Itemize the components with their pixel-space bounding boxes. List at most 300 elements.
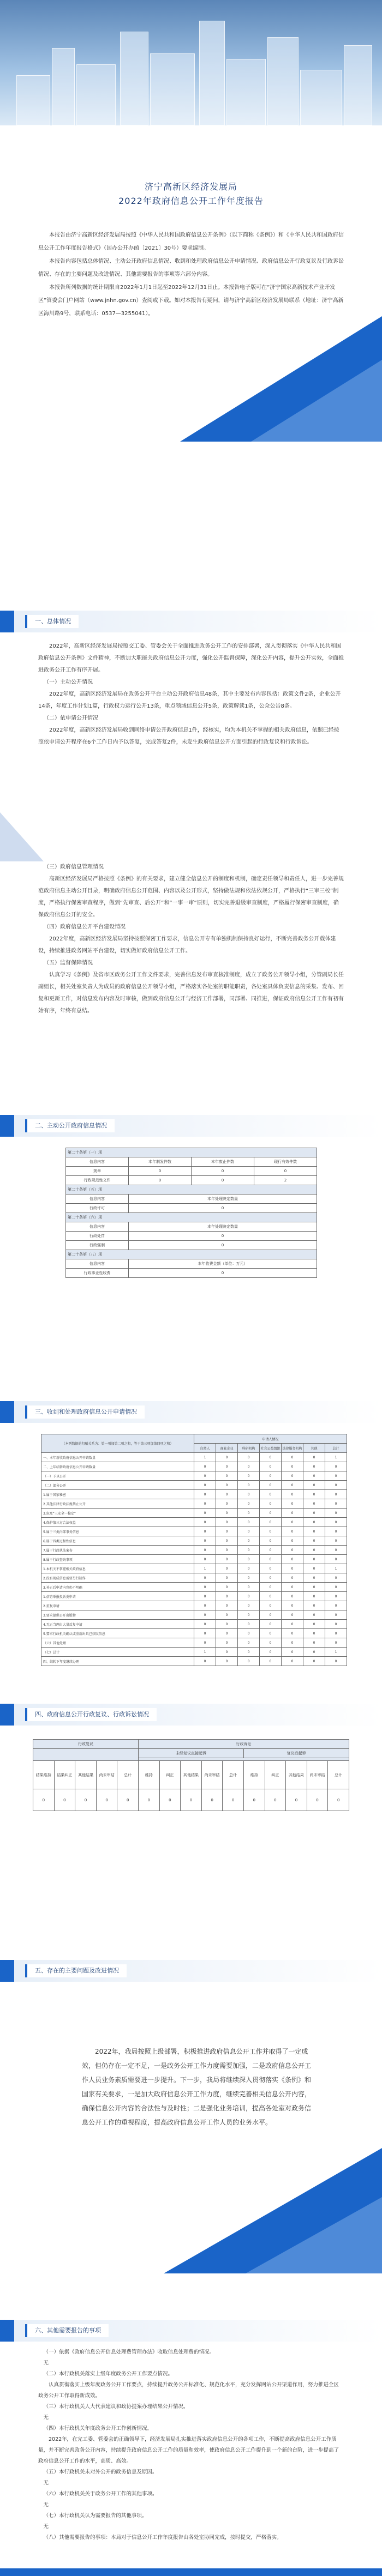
table-row xyxy=(41,1629,347,1638)
table-cell: 0 xyxy=(216,1499,238,1509)
table-cell: 0 xyxy=(260,1471,282,1481)
table-header-cell: 尚未审结 xyxy=(201,1761,223,1789)
table-row xyxy=(66,1232,317,1241)
table-cell: 0 xyxy=(216,1564,238,1573)
table-cell: 0 xyxy=(260,1462,282,1471)
table-row xyxy=(41,1601,347,1610)
table-cell: （六）其他处理 xyxy=(41,1638,194,1648)
subheading: （一）主动公开情况 xyxy=(44,679,93,685)
intro-paragraph: 本报告由济宁高新区经济发展局按照《中华人民共和国政府信息公开条例》（以下简称《条例》）和《中华人民共和国政府信息公开工作年度报告格式》（国办公开办函〔2021〕30号）要求编制。 xyxy=(38,232,344,251)
table-header-cell: 其他结果 xyxy=(75,1761,97,1789)
table-header-cell: 维持 xyxy=(243,1761,265,1789)
table-cell: 0 xyxy=(325,1499,347,1509)
table-cell: 0 xyxy=(282,1564,303,1573)
table-cell: 0 xyxy=(282,1527,303,1536)
list-item: （一）依据《政府信息公开信息处理费管理办法》收取信息处理费的情况。 xyxy=(43,2349,215,2355)
table-cell: 0 xyxy=(194,1527,216,1536)
table-row xyxy=(41,1546,347,1555)
table-cell: 0 xyxy=(303,1546,325,1555)
table-cell: 0 xyxy=(194,1536,216,1546)
table-cell: 0 xyxy=(216,1518,238,1527)
table-row xyxy=(41,1638,347,1648)
table-cell: 本年制发件数 xyxy=(129,1157,192,1167)
table-cell: 0 xyxy=(282,1555,303,1564)
report-title: 2022年政府信息公开工作年度报告 xyxy=(118,196,264,206)
table-cell: 本年处理决定数量 xyxy=(129,1195,317,1204)
table-cell: 0 xyxy=(238,1462,260,1471)
table-row xyxy=(66,1269,317,1278)
table-cell: 0 xyxy=(303,1573,325,1583)
table-cell: 0 xyxy=(325,1509,347,1518)
table-header-cell: 总计 xyxy=(328,1761,349,1789)
table-row xyxy=(66,1176,317,1185)
table-cell: 0 xyxy=(216,1620,238,1629)
table-row xyxy=(41,1509,347,1518)
table-cell: 0 xyxy=(192,1167,254,1176)
table-cell: 0 xyxy=(129,1269,317,1278)
table-cell: 0 xyxy=(260,1583,282,1592)
table-row xyxy=(41,1499,347,1509)
table-cell: 0 xyxy=(192,1176,254,1185)
table-cell: 0 xyxy=(325,1601,347,1610)
table-cell: 规章 xyxy=(66,1167,129,1176)
review-litigation-table xyxy=(33,1739,349,1811)
table-cell: 0 xyxy=(194,1481,216,1490)
list-item: （三）本行政机关人大代表建议和政协提案办理结果公开情况。 xyxy=(43,2404,189,2410)
table-row xyxy=(41,1573,347,1583)
table-cell: 本年废止件数 xyxy=(192,1157,254,1167)
table-cell: 0 xyxy=(75,1789,97,1811)
table-cell: 0 xyxy=(325,1620,347,1629)
table-cell: 行政强制 xyxy=(66,1241,129,1250)
table-cell: 0 xyxy=(260,1564,282,1573)
table-cell: 0 xyxy=(303,1583,325,1592)
table-cell: 0 xyxy=(303,1610,325,1620)
table-cell: 0 xyxy=(325,1471,347,1481)
table-cell: 0 xyxy=(307,1789,328,1811)
table-cell: 0 xyxy=(238,1583,260,1592)
table-header-cell: （本列数据的勾稽关系为：第一项加第二项之和，等于第三项加第四项之和） xyxy=(41,1434,194,1453)
table-cell: 0 xyxy=(303,1527,325,1536)
table-cell: 2.没有现成信息需要另行制作 xyxy=(41,1573,194,1583)
table-cell: 3.危及“三安全一稳定” xyxy=(41,1509,194,1518)
table-cell: 0 xyxy=(194,1620,216,1629)
table-cell: 0 xyxy=(194,1573,216,1583)
table-cell: 0 xyxy=(282,1518,303,1527)
section-header xyxy=(0,611,382,632)
table-cell: 0 xyxy=(282,1509,303,1518)
table-cell: 0 xyxy=(260,1481,282,1490)
table-cell: 0 xyxy=(238,1564,260,1573)
table-cell: （七）总计 xyxy=(41,1648,194,1657)
paragraph: 2022年度，高新区经济发展局坚持按照保密工作要求，信息公开专有单独机制保持良好运行，不断完善政务公开载体建设，持续推进政务网站平台建设，切实做好政府信息公开工作。 xyxy=(38,936,336,954)
table-cell: 0 xyxy=(325,1527,347,1536)
problems-text xyxy=(82,2044,311,2129)
table-row xyxy=(41,1564,347,1573)
table-cell: 0 xyxy=(282,1648,303,1657)
table-cell: 0 xyxy=(216,1610,238,1620)
table-row xyxy=(66,1185,317,1195)
overview-text xyxy=(38,641,344,749)
table-cell: 0 xyxy=(260,1638,282,1648)
table-cell: 0 xyxy=(238,1471,260,1481)
table-cell: 0 xyxy=(194,1601,216,1610)
table-cell: 行政处罚 xyxy=(66,1232,129,1241)
section-title: 二、主动公开政府信息情况 xyxy=(25,1119,115,1132)
table-cell: 0 xyxy=(325,1490,347,1499)
table-cell: 0 xyxy=(216,1555,238,1564)
table-cell: 0 xyxy=(194,1509,216,1518)
table-cell: 4.无正当理由大量反复申请 xyxy=(41,1620,194,1629)
intro-paragraph: 本报告所列数据的统计期限自2022年1月1日起至2022年12月31日止。本报告电子版可在“济宁国家高新技术产业开发区”管委会门户网站（www.jnhn.gov.cn）查阅或下载。如对本报告有疑问，请与济宁高新区经济发展局联系（地址：济宁高新区海川路9号，联系电话：0537—3255041）。 xyxy=(38,285,344,317)
table-cell: 0 xyxy=(260,1490,282,1499)
table-cell: 信息内容 xyxy=(66,1157,129,1167)
table-cell: 0 xyxy=(216,1583,238,1592)
table-cell: 5.要求行政机关确认或重新出具已获取信息 xyxy=(41,1629,194,1638)
section-title: 四、政府信息公开行政复议、行政诉讼情况 xyxy=(25,1708,157,1721)
table-cell: 0 xyxy=(194,1555,216,1564)
table-cell: 0 xyxy=(303,1471,325,1481)
table-cell: 0 xyxy=(282,1573,303,1583)
table-cell: 0 xyxy=(260,1657,282,1666)
table-cell: 0 xyxy=(243,1789,265,1811)
table-cell: 0 xyxy=(238,1638,260,1648)
section-header xyxy=(0,1704,382,1726)
table-header-cell: 科研机构 xyxy=(238,1444,260,1453)
table-cell: 0 xyxy=(216,1629,238,1638)
table-cell: 0 xyxy=(216,1638,238,1648)
table-cell: 0 xyxy=(260,1527,282,1536)
footer-bar xyxy=(0,2568,382,2576)
table-header-cell: 申请人情况 xyxy=(194,1434,347,1444)
decor-triangle xyxy=(0,812,44,861)
table-cell: 0 xyxy=(260,1518,282,1527)
table-cell: 0 xyxy=(216,1657,238,1666)
table-row xyxy=(41,1657,347,1666)
table-cell: 四、结转下年度继续办理 xyxy=(41,1657,194,1666)
table-cell: 1 xyxy=(325,1564,347,1573)
subheading: （二）依申请公开情况 xyxy=(44,715,98,721)
table-cell: 0 xyxy=(282,1657,303,1666)
table-cell: 0 xyxy=(254,1167,317,1176)
table-cell: 0 xyxy=(238,1499,260,1509)
table-cell: 0 xyxy=(238,1536,260,1546)
table-cell: 8.属于行政查询事项 xyxy=(41,1555,194,1564)
table-header-cell: 总计 xyxy=(117,1761,139,1789)
table-cell: 0 xyxy=(325,1555,347,1564)
table-cell: 0 xyxy=(325,1536,347,1546)
table-cell: 0 xyxy=(325,1481,347,1490)
table-cell: 行政许可 xyxy=(66,1204,129,1213)
table-cell: 第二十条第（五）项 xyxy=(66,1185,317,1195)
table-cell: 一、本年新收政府信息公开申请数量 xyxy=(41,1453,194,1462)
table-header-cell: 其他结果 xyxy=(181,1761,202,1789)
table-cell: 0 xyxy=(33,1789,55,1811)
table-row xyxy=(41,1610,347,1620)
table-cell: 0 xyxy=(303,1536,325,1546)
table-cell: 3.要求提供公开出版物 xyxy=(41,1610,194,1620)
table-cell: 0 xyxy=(216,1592,238,1601)
table-cell: 0 xyxy=(303,1620,325,1629)
table-cell: 本年收费金额（单位：万元） xyxy=(129,1259,317,1269)
table-cell: 0 xyxy=(325,1629,347,1638)
table-cell: 0 xyxy=(194,1471,216,1481)
table-cell: 0 xyxy=(194,1657,216,1666)
table-row xyxy=(41,1481,347,1490)
list-item: （五）本行政机关未对外公开的政务信息及原因。 xyxy=(43,2469,158,2475)
table-cell: 0 xyxy=(282,1620,303,1629)
table-header-cell: 纠正 xyxy=(265,1761,286,1789)
table-cell: 0 xyxy=(303,1518,325,1527)
table-cell: 0 xyxy=(282,1481,303,1490)
table-cell: 0 xyxy=(260,1546,282,1555)
table-cell: 0 xyxy=(238,1592,260,1601)
table-cell: 0 xyxy=(260,1648,282,1657)
table-cell: 5.属于三类内部事务信息 xyxy=(41,1527,194,1536)
list-item: 认真贯彻落实上级年度政务公开工作要点，持续提升政务公开标准化、规范化水平，充分发挥网站公开渠道作用，努力推进全区政务公开工作取得新成效。 xyxy=(38,2382,339,2399)
table-cell: 1 xyxy=(194,1564,216,1573)
table-cell: 0 xyxy=(238,1490,260,1499)
list-item: （八）其他需要报告的事项：本局对于信息公开工作年度报告由各处室协同完成，按时提交，严格落实。 xyxy=(43,2535,282,2541)
table-cell: 0 xyxy=(282,1592,303,1601)
table-cell: 0 xyxy=(201,1789,223,1811)
table-cell: 0 xyxy=(194,1462,216,1471)
table-cell: 行政事业性收费 xyxy=(66,1269,129,1278)
table-cell: 0 xyxy=(129,1232,317,1241)
table-cell: 0 xyxy=(260,1536,282,1546)
table-header-cell: 尚未审结 xyxy=(96,1761,117,1789)
table-header-cell: 总计 xyxy=(223,1761,244,1789)
table-cell: 0 xyxy=(325,1546,347,1555)
table-cell: 0 xyxy=(325,1610,347,1620)
table-cell: 1 xyxy=(325,1453,347,1462)
table-cell: 0 xyxy=(238,1481,260,1490)
intro-text xyxy=(38,229,344,321)
table-cell: 0 xyxy=(282,1499,303,1509)
table-row xyxy=(66,1213,317,1222)
table-cell: 0 xyxy=(238,1573,260,1583)
section-header xyxy=(0,2320,382,2342)
table-cell: 0 xyxy=(216,1601,238,1610)
section-title: 三、收到和处理政府信息公开申请情况 xyxy=(25,1405,145,1419)
table-cell: 0 xyxy=(303,1657,325,1666)
table-cell: 0 xyxy=(303,1453,325,1462)
table-cell: 0 xyxy=(260,1629,282,1638)
paragraph: 2022年，高新区经济发展局按照交工委、管委会关于全面推进政务公开工作的安排部署，深入贯彻落实《中华人民共和国政府信息公开条例》文件精神，不断加大职能关政府信息公开力度，强化公开监督保障，深化公开内容，提升公开实效，全面推进政务公开工作有序开展。 xyxy=(38,643,344,673)
table-cell: 0 xyxy=(129,1167,192,1176)
table-row xyxy=(41,1471,347,1481)
section-title: 五、存在的主要问题及改进情况 xyxy=(25,1964,127,1977)
subheading: （四）政府信息公开平台建设情况 xyxy=(44,924,126,930)
section-header xyxy=(0,1401,382,1423)
table-cell: 行政规范性文件 xyxy=(66,1176,129,1185)
table-cell: 0 xyxy=(260,1499,282,1509)
table-cell: 0 xyxy=(282,1536,303,1546)
table-header-cell: 行政复议 xyxy=(33,1740,139,1749)
section-stripe xyxy=(0,611,14,632)
table-cell: 第二十条第（一）项 xyxy=(66,1148,317,1157)
list-item: （六）本行政机关关于政务公开工作的其他事项。 xyxy=(43,2491,158,2497)
table-header-cell xyxy=(33,1749,139,1761)
list-item: 无 xyxy=(43,2480,49,2486)
table-row xyxy=(41,1592,347,1601)
table-cell: 0 xyxy=(117,1789,139,1811)
table-cell: 0 xyxy=(216,1471,238,1481)
application-table xyxy=(41,1434,347,1666)
table-cell: 1.信访举报投诉类申请 xyxy=(41,1592,194,1601)
section-header xyxy=(0,1115,382,1137)
table-cell: 1.属于国家秘密 xyxy=(41,1490,194,1499)
table-cell: 0 xyxy=(303,1499,325,1509)
table-cell: 0 xyxy=(303,1481,325,1490)
paragraph: 2022年，我局按照上级部署，积极推进政府信息公开工作并取得了一定成效，但仍存在一定不足，一是政务公开工作力度需要加强，二是政府信息公开工作人员业务素质需要进一步提升。下一步，我局将继续深入贯彻落实《条例》和国家有关要求，一是加大政府信息公开工作力度，继续完善相关信息公开内容，确保信息公开内容的合法性与及时性；二是强化业务培训，提高各处室对政务信息公开工作的重视程度，提高政府信息公开工作人员的业务水平。 xyxy=(82,2048,312,2126)
section-stripe xyxy=(0,1704,14,1726)
table-cell: 0 xyxy=(303,1648,325,1657)
table-row xyxy=(66,1204,317,1213)
table-cell: 4.保护第三方合法权益 xyxy=(41,1518,194,1527)
table-cell: 0 xyxy=(303,1490,325,1499)
table-cell: 0 xyxy=(238,1555,260,1564)
table-cell: 本年处理决定数量 xyxy=(129,1222,317,1232)
paragraph: 2022年度，高新区经济发展局在政务公开平台主动公开政府信息48条，其中主要发布内容包括：政策文件2条，企业公开14条，年度工作计划1篇，行政权力运行公开13条，重点领域信息公开5条，政策解读1条，公众公告8条。 xyxy=(38,691,341,709)
table-cell: 0 xyxy=(325,1462,347,1471)
table-cell: 0 xyxy=(303,1555,325,1564)
table-row xyxy=(41,1462,347,1471)
table-cell: 0 xyxy=(54,1789,75,1811)
table-cell: 第二十条第（八）项 xyxy=(66,1250,317,1259)
table-cell: 0 xyxy=(216,1481,238,1490)
table-cell: 3.补正后申请内容仍不明确 xyxy=(41,1583,194,1592)
table-cell: 0 xyxy=(216,1527,238,1536)
table-cell: 0 xyxy=(325,1638,347,1648)
table-cell: 0 xyxy=(328,1789,349,1811)
table-cell: 2.其他法律行政法规禁止公开 xyxy=(41,1499,194,1509)
table-row xyxy=(41,1536,347,1546)
table-cell: 0 xyxy=(181,1789,202,1811)
overview-text-2 xyxy=(38,861,344,1017)
table-cell: 0 xyxy=(194,1610,216,1620)
table-cell: 0 xyxy=(194,1638,216,1648)
list-item: （四）本行政机关年度政务公开工作创新情况。 xyxy=(43,2426,153,2432)
table-row xyxy=(66,1222,317,1232)
table-cell: 2.重复申请 xyxy=(41,1601,194,1610)
list-item: 无 xyxy=(43,2360,49,2366)
table-cell: 0 xyxy=(325,1592,347,1601)
table-cell: 1 xyxy=(194,1453,216,1462)
table-cell: 0 xyxy=(238,1546,260,1555)
paragraph: 高新区经济发展局严格按照《条例》的有关要求，建立健全信息公开的制度和机制，确定责任领导和责任人，进一步完善规范政府信息主动公开目录，明确政府信息公开范围、内容以及公开形式，坚持做法规和依法依规公开，严格执行“三审三校”制度，严格执行保密审查程序，做到“先审查、后公开”和“一事一审”原则，切实完善退级审查制度，严格履行保密审查制度，确保政府信息公开的安全。 xyxy=(38,876,344,918)
table-header-cell: 结果纠正 xyxy=(54,1761,75,1789)
table-cell: 0 xyxy=(282,1453,303,1462)
table-row xyxy=(66,1148,317,1157)
table-cell: 0 xyxy=(325,1573,347,1583)
table-row xyxy=(41,1583,347,1592)
paragraph: 认真学习《条例》及省市区政务公开工作文件要求，完善信息发布审查核准制度，成立了政务公开领导小组，分管副局长任副组长，相关处室负责人为成员的政府信息公开领导小组，严格落实各处室的职能职责，各处室具体负责信息的采集、发布、回复和更新工作，对信息发布内容及时审核，做到政府信息公开与经济工作部署，同部署、同推进，保证政府信息公开工作有初有始有序，年终有总结。 xyxy=(38,972,344,1014)
table-header-cell: 社会公益组织 xyxy=(260,1444,282,1453)
table-header-cell: 其他 xyxy=(303,1444,325,1453)
table-cell: 0 xyxy=(238,1518,260,1527)
table-cell: 0 xyxy=(216,1573,238,1583)
table-cell: 0 xyxy=(260,1573,282,1583)
section-stripe xyxy=(0,1960,14,1982)
table-cell: 0 xyxy=(282,1638,303,1648)
section-title: 一、总体情况 xyxy=(25,615,79,628)
header-banner xyxy=(0,0,382,125)
table-cell: 1 xyxy=(325,1648,347,1657)
paragraph: 2022年度，高新区经济发展局收到网络申请公开政府信息1件，经核实，均为本机关不掌握的相关政府信息，依照已经按照依申请公开程序在6个工作日内予以答复，完成答复2件，未发生政府信息公开方面引起的行政复议和行政诉讼。 xyxy=(38,727,339,745)
table-cell: 0 xyxy=(238,1610,260,1620)
table-row xyxy=(41,1620,347,1629)
table-row xyxy=(66,1250,317,1259)
table-cell: 0 xyxy=(129,1176,192,1185)
table-cell: 0 xyxy=(159,1789,181,1811)
table-cell: 0 xyxy=(216,1453,238,1462)
table-row xyxy=(66,1167,317,1176)
table-cell: 0 xyxy=(260,1509,282,1518)
table-row xyxy=(41,1518,347,1527)
section-header xyxy=(0,1960,382,1982)
table-cell: 0 xyxy=(216,1648,238,1657)
table-row xyxy=(41,1555,347,1564)
table-cell: 0 xyxy=(238,1509,260,1518)
table-cell: 0 xyxy=(216,1509,238,1518)
table-cell: 0 xyxy=(238,1620,260,1629)
table-cell: 0 xyxy=(194,1592,216,1601)
table-cell: 0 xyxy=(194,1499,216,1509)
table-cell: 0 xyxy=(194,1583,216,1592)
table-cell: 0 xyxy=(303,1601,325,1610)
subheading: （五）监督保障情况 xyxy=(44,960,93,966)
list-item: 无 xyxy=(43,2415,49,2421)
list-item: 无 xyxy=(43,2524,49,2530)
table-cell: 0 xyxy=(216,1462,238,1471)
table-cell: 0 xyxy=(260,1620,282,1629)
table-cell: 0 xyxy=(194,1490,216,1499)
table-cell: 6.属于四类过程性信息 xyxy=(41,1536,194,1546)
table-cell: 第二十条第（六）项 xyxy=(66,1213,317,1222)
table-cell: （二）部分公开 xyxy=(41,1481,194,1490)
decor-triangle xyxy=(246,2197,382,2273)
table-header-cell: 尚未审结 xyxy=(307,1761,328,1789)
table-cell: 0 xyxy=(325,1518,347,1527)
table-cell: 信息内容 xyxy=(66,1259,129,1269)
table-cell: 0 xyxy=(282,1610,303,1620)
table-header-cell: 自然人 xyxy=(194,1444,216,1453)
active-disclosure-table xyxy=(65,1148,317,1278)
table-cell: 0 xyxy=(303,1564,325,1573)
table-cell: 0 xyxy=(282,1601,303,1610)
table-row xyxy=(41,1490,347,1499)
table-cell: 0 xyxy=(260,1592,282,1601)
table-header-cell: 维持 xyxy=(138,1761,159,1789)
table-cell: 0 xyxy=(216,1490,238,1499)
table-cell: 0 xyxy=(260,1610,282,1620)
list-item: （七）本行政机关认为需要报告的其他事项。 xyxy=(43,2513,147,2519)
table-cell: 现行有效件数 xyxy=(254,1157,317,1167)
table-cell: 0 xyxy=(265,1789,286,1811)
table-header-cell: 纠正 xyxy=(159,1761,181,1789)
table-header-cell: 复议后起诉 xyxy=(243,1749,349,1758)
table-cell: 0 xyxy=(303,1629,325,1638)
table-header-cell: 行政诉讼 xyxy=(138,1740,349,1749)
table-cell: 0 xyxy=(194,1546,216,1555)
table-cell: 0 xyxy=(238,1527,260,1536)
table-header-cell: 结果维持 xyxy=(33,1761,55,1789)
table-header-cell: 总计 xyxy=(325,1444,347,1453)
table-cell: 0 xyxy=(238,1648,260,1657)
table-cell: 信息内容 xyxy=(66,1195,129,1204)
section-stripe xyxy=(0,1401,14,1423)
